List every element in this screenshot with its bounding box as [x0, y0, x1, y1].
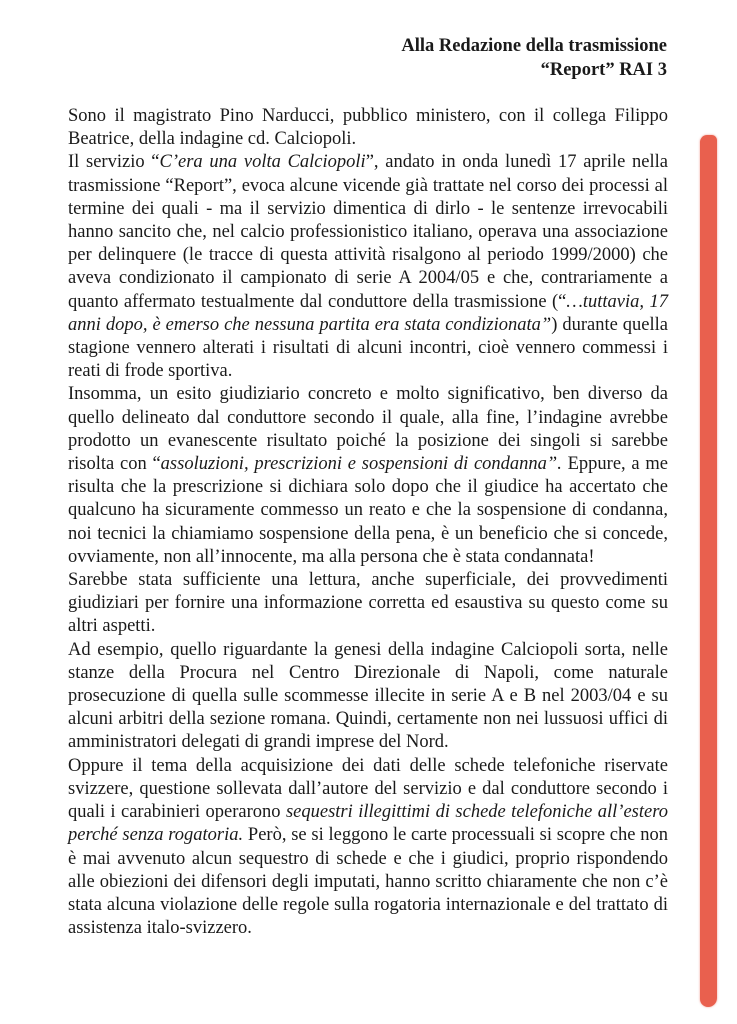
text-run: Insomma, un esito giudiziario concreto e molto significativo, ben diverso da quello delineato dal conduttore secondo il quale, alla fine, l’indagine avrebbe prodotto un evanescente risultato poiché la posizione dei singoli si sarebbe risolta con “ — [68, 384, 668, 475]
text-run: Ad esempio, quello riguardante la genesi della indagine Calciopoli sorta, nelle stanze della Procura nel Centro Direzionale di Napoli, come naturale prosecuzione di quella sulle scommesse illecite in serie A e B nel 2003/04 e su alcuni arbitri della sezione romana. Quindi, certamente non nei lussuosi uffici di amministratori delegati di grandi imprese del Nord. — [68, 639, 668, 753]
body-paragraph — [68, 755, 668, 941]
text-run: Oppure il tema della acquisizione dei dati delle schede telefoniche riservate svizzere, questione sollevata dall’autore del servizio e dal conduttore secondo i quali i carabinieri operarono — [68, 755, 668, 823]
letter-body — [68, 105, 668, 940]
header-addressee: Alla Redazione della trasmissione — [401, 36, 667, 56]
header-program: “Report” RAI 3 — [540, 60, 667, 80]
body-paragraph — [68, 151, 668, 383]
letter-header — [401, 34, 667, 82]
body-paragraph — [68, 383, 668, 569]
italic-quote: assoluzioni, prescrizioni e sospensioni di condanna”. — [160, 454, 562, 475]
italic-quote: …tuttavia, 17 anni dopo, è emerso che nessuna partita era stata condizionata” — [68, 291, 668, 335]
text-run: Il servizio “ — [68, 152, 160, 173]
text-run: Sarebbe stata sufficiente una lettura, anche superficiale, dei provvedimenti giudiziari per fornire una informazione corretta ed esaustiva su questo come su altri aspetti. — [68, 570, 668, 637]
italic-quote: sequestri illegittimi di schede telefoniche all’estero perché senza rogatoria. — [68, 802, 668, 846]
text-run: ) durante quella stagione vennero alterati i risultati di alcuni incontri, cioè vennero commessi i reati di frode sportiva. — [68, 314, 668, 382]
body-paragraph — [68, 639, 668, 755]
text-run: Però, se si leggono le carte processuali si scopre che non è mai avvenuto alcun sequestro di schede e che i giudici, proprio rispondendo alle obiezioni dei difensori degli imputati, hanno scritto chiaramente che non c’è stata alcuna violazione delle regole sulla rogatoria internazionale e del trattato di assistenza italo-svizzero. — [68, 825, 668, 939]
text-run: ”, andato in onda lunedì 17 aprile nella trasmissione “Report”, evoca alcune vicende già trattate nel corso dei processi al termine dei quali - ma il servizio dimentica di dirlo - le sentenze irrevocabili hanno sancito che, nel calcio professionistico italiano, operava una associazione per delinquere (le tracce di questa attività risalgono al periodo 1999/2000) che aveva condizionato il campionato di serie A 2004/05 e che, contrariamente a quanto affermato testualmente dal conduttore della trasmissione (“ — [68, 152, 669, 312]
body-paragraph — [68, 569, 668, 639]
italic-quote: C’era una volta Calciopoli — [159, 152, 366, 173]
text-run: Eppure, a me risulta che la prescrizione si dichiara solo dopo che il giudice ha accertato che qualcuno ha sicuramente commesso un reato e che la sospensione di condanna, noi tecnici la chiamiamo sospensione della pena, è un beneficio che si concede, ovviamente, non all’innocente, ma alla persona che è stata condannata! — [68, 454, 668, 567]
text-run: Sono il magistrato Pino Narducci, pubblico ministero, con il collega Filippo Beatrice, della indagine cd. Calciopoli. — [68, 106, 668, 150]
red-highlighter-stroke — [700, 135, 717, 1007]
body-paragraph — [68, 105, 668, 151]
